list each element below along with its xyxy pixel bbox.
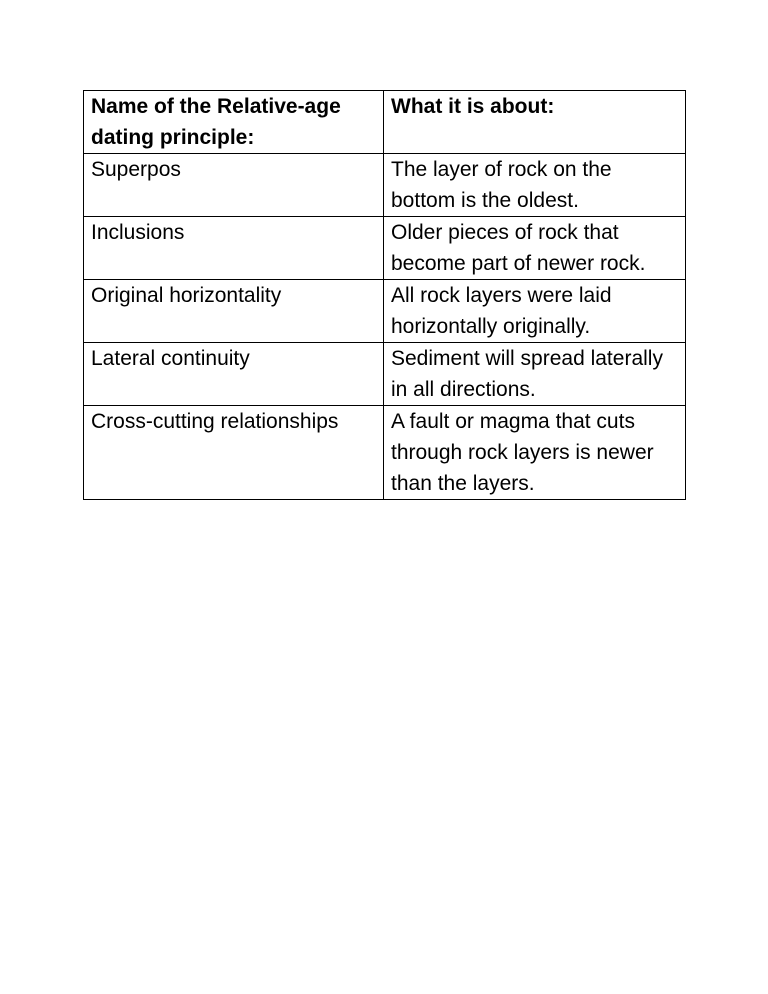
- principle-cell: [84, 406, 384, 500]
- description-cell: [384, 406, 686, 500]
- header-description: [384, 91, 686, 154]
- table-row: [84, 217, 686, 280]
- table-row: [84, 406, 686, 500]
- principle-name: Lateral continuity: [91, 347, 250, 370]
- description-cell: [384, 343, 686, 406]
- principle-name: Inclusions: [91, 221, 185, 244]
- relative-age-dating-table: [83, 90, 686, 500]
- table-row: [84, 154, 686, 217]
- header-description-text: What it is about:: [391, 95, 555, 118]
- principle-cell: [84, 280, 384, 343]
- principle-description: A fault or magma that cuts through rock layers is newer than the layers.: [391, 410, 654, 495]
- principle-name: Cross-cutting relationships: [91, 410, 339, 433]
- header-principle-name-text: Name of the Relative-age dating principle:: [91, 95, 341, 149]
- description-cell: [384, 217, 686, 280]
- principle-cell: [84, 217, 384, 280]
- principle-name: Original horizontality: [91, 284, 282, 307]
- table-header-row: [84, 91, 686, 154]
- principle-cell: [84, 343, 384, 406]
- principle-description: All rock layers were laid horizontally originally.: [391, 284, 612, 338]
- principle-description: Older pieces of rock that become part of newer rock.: [391, 221, 646, 275]
- principle-cell: [84, 154, 384, 217]
- table-row: [84, 343, 686, 406]
- header-principle-name: [84, 91, 384, 154]
- description-cell: [384, 280, 686, 343]
- principle-name: Superpos: [91, 158, 181, 181]
- table-row: [84, 280, 686, 343]
- description-cell: [384, 154, 686, 217]
- principle-description: The layer of rock on the bottom is the oldest.: [391, 158, 612, 212]
- principle-description: Sediment will spread laterally in all directions.: [391, 347, 663, 401]
